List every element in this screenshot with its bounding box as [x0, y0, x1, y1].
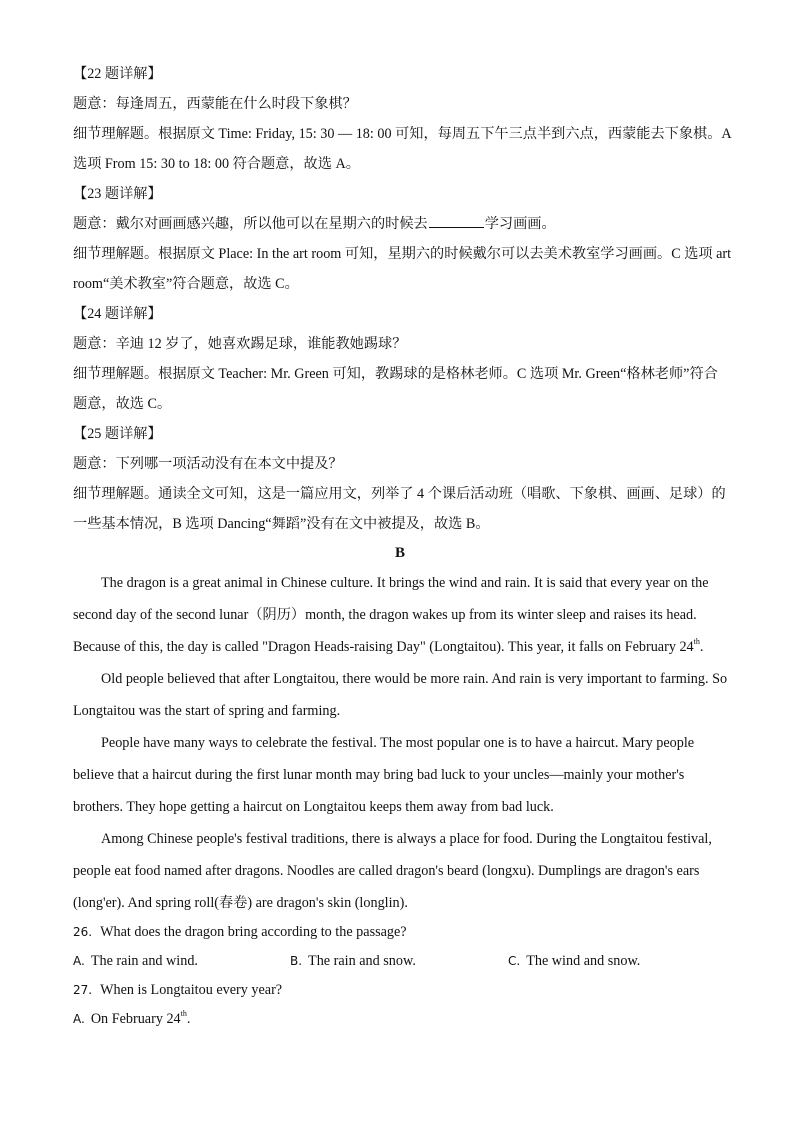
option-text: The rain and snow. — [308, 953, 416, 969]
period: . — [699, 639, 704, 655]
question-26-option-a[interactable] — [73, 951, 198, 971]
explanation-25-detail-line-2: 一些基本情况，B 选项 Dancing“舞蹈”没有在文中被提及，故选 B。 — [73, 516, 490, 532]
passage-p4-line-1: Among Chinese people's festival traditions, there is always a place for food. During the Longtaitou festival, — [101, 831, 712, 847]
ordinal-suffix: th — [693, 637, 700, 647]
explanation-23-detail-line-2: room“美术教室”符合题意，故选 C。 — [73, 276, 299, 292]
passage-p3-line-3: brothers. They hope getting a haircut on Longtaitou keeps them away from bad luck. — [73, 799, 554, 815]
option-letter: A. — [73, 954, 85, 968]
passage-p4-line-3: (long'er). And spring roll(春卷) are dragon's skin (longlin). — [73, 895, 408, 911]
question-text: When is Longtaitou every year? — [100, 982, 283, 998]
option-letter: B. — [290, 954, 303, 968]
question-26 — [73, 922, 407, 942]
passage-p2-line-1: Old people believed that after Longtaitou, there would be more rain. And rain is very important to farming. So — [101, 671, 728, 687]
ordinal-suffix: th — [180, 1009, 187, 1019]
explanation-24-detail-line-2: 题意，故选 C。 — [73, 396, 172, 412]
explanation-22-meaning: 题意：每逢周五，西蒙能在什么时段下象棋？ — [73, 96, 357, 112]
option-letter: A. — [73, 1012, 85, 1026]
question-27 — [73, 980, 282, 1000]
option-text: On February 24 — [90, 1011, 181, 1027]
passage-p2-line-2: Longtaitou was the start of spring and farming. — [73, 703, 341, 719]
explanation-23-meaning-after: 学习画画。 — [484, 216, 556, 232]
passage-p1-line-3-text: Because of this, the day is called "Dragon Heads-raising Day" (Longtaitou). This year, it falls on February 24 — [73, 639, 694, 655]
explanation-23-title: 【23 题详解】 — [73, 186, 162, 202]
section-title: B — [394, 545, 405, 561]
option-text: The rain and wind. — [90, 953, 198, 969]
passage-p1-line-2: second day of the second lunar（阴历）month, the dragon wakes up from its winter sleep and raises its head. — [73, 607, 697, 623]
passage-p3-line-1: People have many ways to celebrate the festival. The most popular one is to have a haircut. Mary people — [101, 735, 695, 751]
option-letter: C. — [508, 954, 521, 968]
explanation-23-detail-line-1: 细节理解题。根据原文 Place: In the art room 可知，星期六的时候戴尔可以去美术教室学习画画。C 选项 art — [73, 246, 732, 262]
period: . — [186, 1011, 191, 1027]
explanation-22-detail-line-1: 细节理解题。根据原文 Time: Friday, 15: 30 — 18: 00 可知，每周五下午三点半到六点，西蒙能去下象棋。A — [73, 126, 732, 142]
explanation-22-title: 【22 题详解】 — [73, 66, 162, 82]
passage-p3-line-2: believe that a haircut during the first lunar month may bring bad luck to your uncles—mainly your mother's — [73, 767, 685, 783]
question-number: 27. — [73, 983, 93, 997]
explanation-25-title: 【25 题详解】 — [73, 426, 162, 442]
passage-p1-line-3 — [73, 637, 703, 657]
question-text: What does the dragon bring according to the passage? — [100, 924, 407, 940]
explanation-24-detail-line-1: 细节理解题。根据原文 Teacher: Mr. Green 可知，教踢球的是格林老师。C 选项 Mr. Green“格林老师”符合 — [73, 366, 718, 382]
explanation-24-title: 【24 题详解】 — [73, 306, 162, 322]
explanation-25-meaning: 题意：下列哪一项活动没有在本文中提及？ — [73, 456, 343, 472]
answer-blank — [429, 215, 484, 228]
explanation-24-meaning: 题意：辛迪 12 岁了，她喜欢踢足球，谁能教她踢球？ — [73, 336, 407, 352]
explanation-25-detail-line-1: 细节理解题。通读全文可知，这是一篇应用文，列举了 4 个课后活动班（唱歌、下象棋、画画、足球）的 — [73, 486, 726, 502]
option-text: The wind and snow. — [526, 953, 641, 969]
explanation-22-detail-line-2: 选项 From 15: 30 to 18: 00 符合题意，故选 A。 — [73, 156, 360, 172]
explanation-23-meaning — [73, 214, 556, 234]
question-26-option-c[interactable] — [508, 951, 640, 971]
passage-p4-line-2: people eat food named after dragons. Noodles are called dragon's beard (longxu). Dumplings are dragon's ears — [73, 863, 700, 879]
explanation-23-meaning-before: 题意：戴尔对画画感兴趣，所以他可以在星期六的时候去 — [73, 216, 428, 232]
passage-p1-line-1: The dragon is a great animal in Chinese culture. It brings the wind and rain. It is said that every year on the — [101, 575, 709, 591]
question-27-option-a[interactable] — [73, 1009, 190, 1029]
question-number: 26. — [73, 925, 93, 939]
question-26-option-b[interactable] — [290, 951, 416, 971]
